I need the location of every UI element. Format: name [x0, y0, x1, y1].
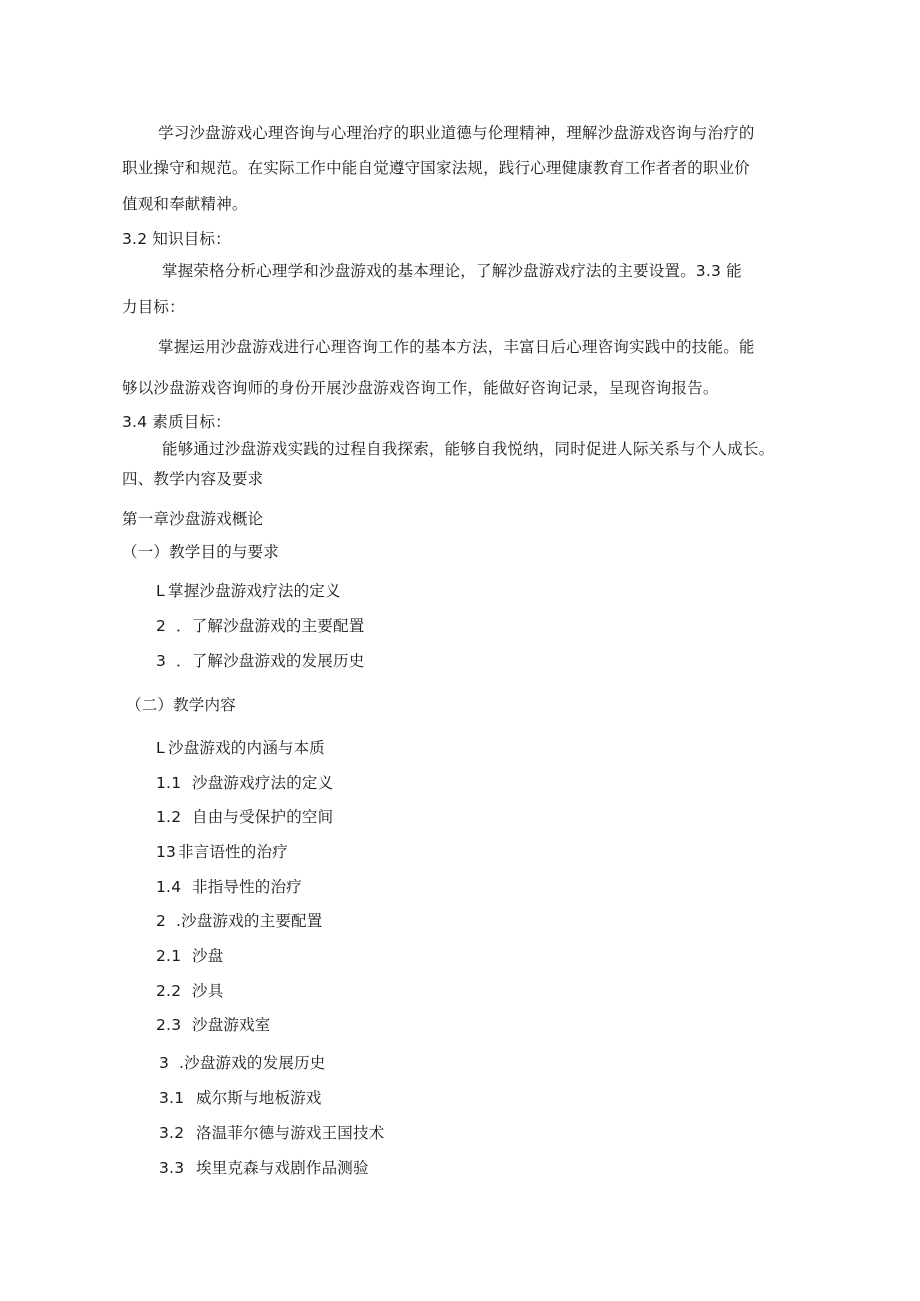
- content-item-5: [156, 876, 302, 898]
- goal-item-text: ．了解沙盘游戏的发展历史: [176, 652, 365, 670]
- content-item-num: 1.2: [156, 808, 182, 826]
- content-item-num: 3.3: [159, 1159, 185, 1177]
- para1-line3: 值观和奉献精神。: [122, 195, 248, 213]
- goal-item-2: [156, 615, 364, 637]
- content-item-num: 3.1: [159, 1089, 185, 1107]
- content-item-num: 3: [159, 1054, 170, 1072]
- content-item-text: 沙盘游戏的内涵与本质: [168, 739, 326, 757]
- content-item-num: L: [156, 739, 165, 757]
- knowledge-line1: 掌握荣格分析心理学和沙盘游戏的基本理论，了解沙盘游戏疗法的主要设置。3.3 能: [162, 262, 742, 280]
- content-item-num: 2.3: [156, 1016, 182, 1034]
- ability-line1: 掌握运用沙盘游戏进行心理咨询工作的基本方法，丰富日后心理咨询实践中的技能。能: [158, 338, 755, 356]
- content-item-11: [159, 1087, 322, 1109]
- goal-item-num: L: [156, 582, 165, 600]
- para1-line1: 学习沙盘游戏心理咨询与心理治疗的职业道德与伦理精神，理解沙盘游戏咨询与治疗的: [158, 124, 755, 142]
- content-item-text: .沙盘游戏的发展历史: [179, 1054, 326, 1072]
- content-item-7: [156, 945, 223, 967]
- content-item-text: 沙具: [192, 982, 224, 1000]
- content-item-num: 2.2: [156, 982, 182, 1000]
- content-item-12: [159, 1122, 384, 1144]
- content-item-text: 洛温菲尔德与游戏王国技术: [196, 1124, 385, 1142]
- section4-heading: 四、教学内容及要求: [122, 470, 264, 488]
- content-item-9: [156, 1014, 271, 1036]
- content-item-text: 非言语性的治疗: [178, 843, 288, 861]
- content-item-3: [156, 806, 333, 828]
- content-item-text: 威尔斯与地板游戏: [196, 1089, 322, 1107]
- goal-item-text: 掌握沙盘游戏疗法的定义: [168, 582, 341, 600]
- content-item-text: 沙盘游戏疗法的定义: [192, 774, 334, 792]
- content-item-num: 2.1: [156, 947, 182, 965]
- content-item-8: [156, 980, 223, 1002]
- content-item-num: 2: [156, 912, 167, 930]
- goals-heading: （一）教学目的与要求: [122, 543, 280, 561]
- knowledge-heading: 3.2 知识目标：: [122, 230, 231, 248]
- content-item-13: [159, 1157, 369, 1179]
- content-item-6: [156, 910, 322, 932]
- goal-item-3: [156, 650, 364, 672]
- goal-item-num: 3: [156, 652, 167, 670]
- chapter1-title: 第一章沙盘游戏概论: [122, 510, 264, 528]
- goal-item-num: 2: [156, 617, 167, 635]
- quality-heading: 3.4 素质目标：: [122, 413, 231, 431]
- content-item-text: 埃里克森与戏剧作品测验: [196, 1159, 369, 1177]
- content-item-text: 非指导性的治疗: [192, 878, 302, 896]
- content-item-num: 3.2: [159, 1124, 185, 1142]
- para1-line2: 职业操守和规范。在实际工作中能自觉遵守国家法规，践行心理健康教育工作者者的职业价: [122, 159, 751, 177]
- goal-item-text: ．了解沙盘游戏的主要配置: [176, 617, 365, 635]
- content-item-text: 沙盘游戏室: [192, 1016, 271, 1034]
- content-item-10: [159, 1052, 325, 1074]
- content-item-num: 13: [156, 843, 177, 861]
- content-item-text: 自由与受保护的空间: [192, 808, 334, 826]
- content-item-1: [156, 737, 325, 759]
- content-item-num: 1.4: [156, 878, 182, 896]
- quality-line1: 能够通过沙盘游戏实践的过程自我探索，能够自我悦纳，同时促进人际关系与个人成长。: [162, 440, 775, 458]
- content-item-2: [156, 772, 333, 794]
- knowledge-line2: 力目标：: [122, 298, 185, 316]
- content-item-text: 沙盘: [192, 947, 224, 965]
- ability-line2: 够以沙盘游戏咨询师的身份开展沙盘游戏咨询工作，能做好咨询记录，呈现咨询报告。: [122, 379, 719, 397]
- content-item-num: 1.1: [156, 774, 182, 792]
- content-heading: （二）教学内容: [126, 696, 236, 714]
- goal-item-1: [156, 580, 341, 602]
- content-item-4: [156, 841, 288, 863]
- content-item-text: .沙盘游戏的主要配置: [176, 912, 323, 930]
